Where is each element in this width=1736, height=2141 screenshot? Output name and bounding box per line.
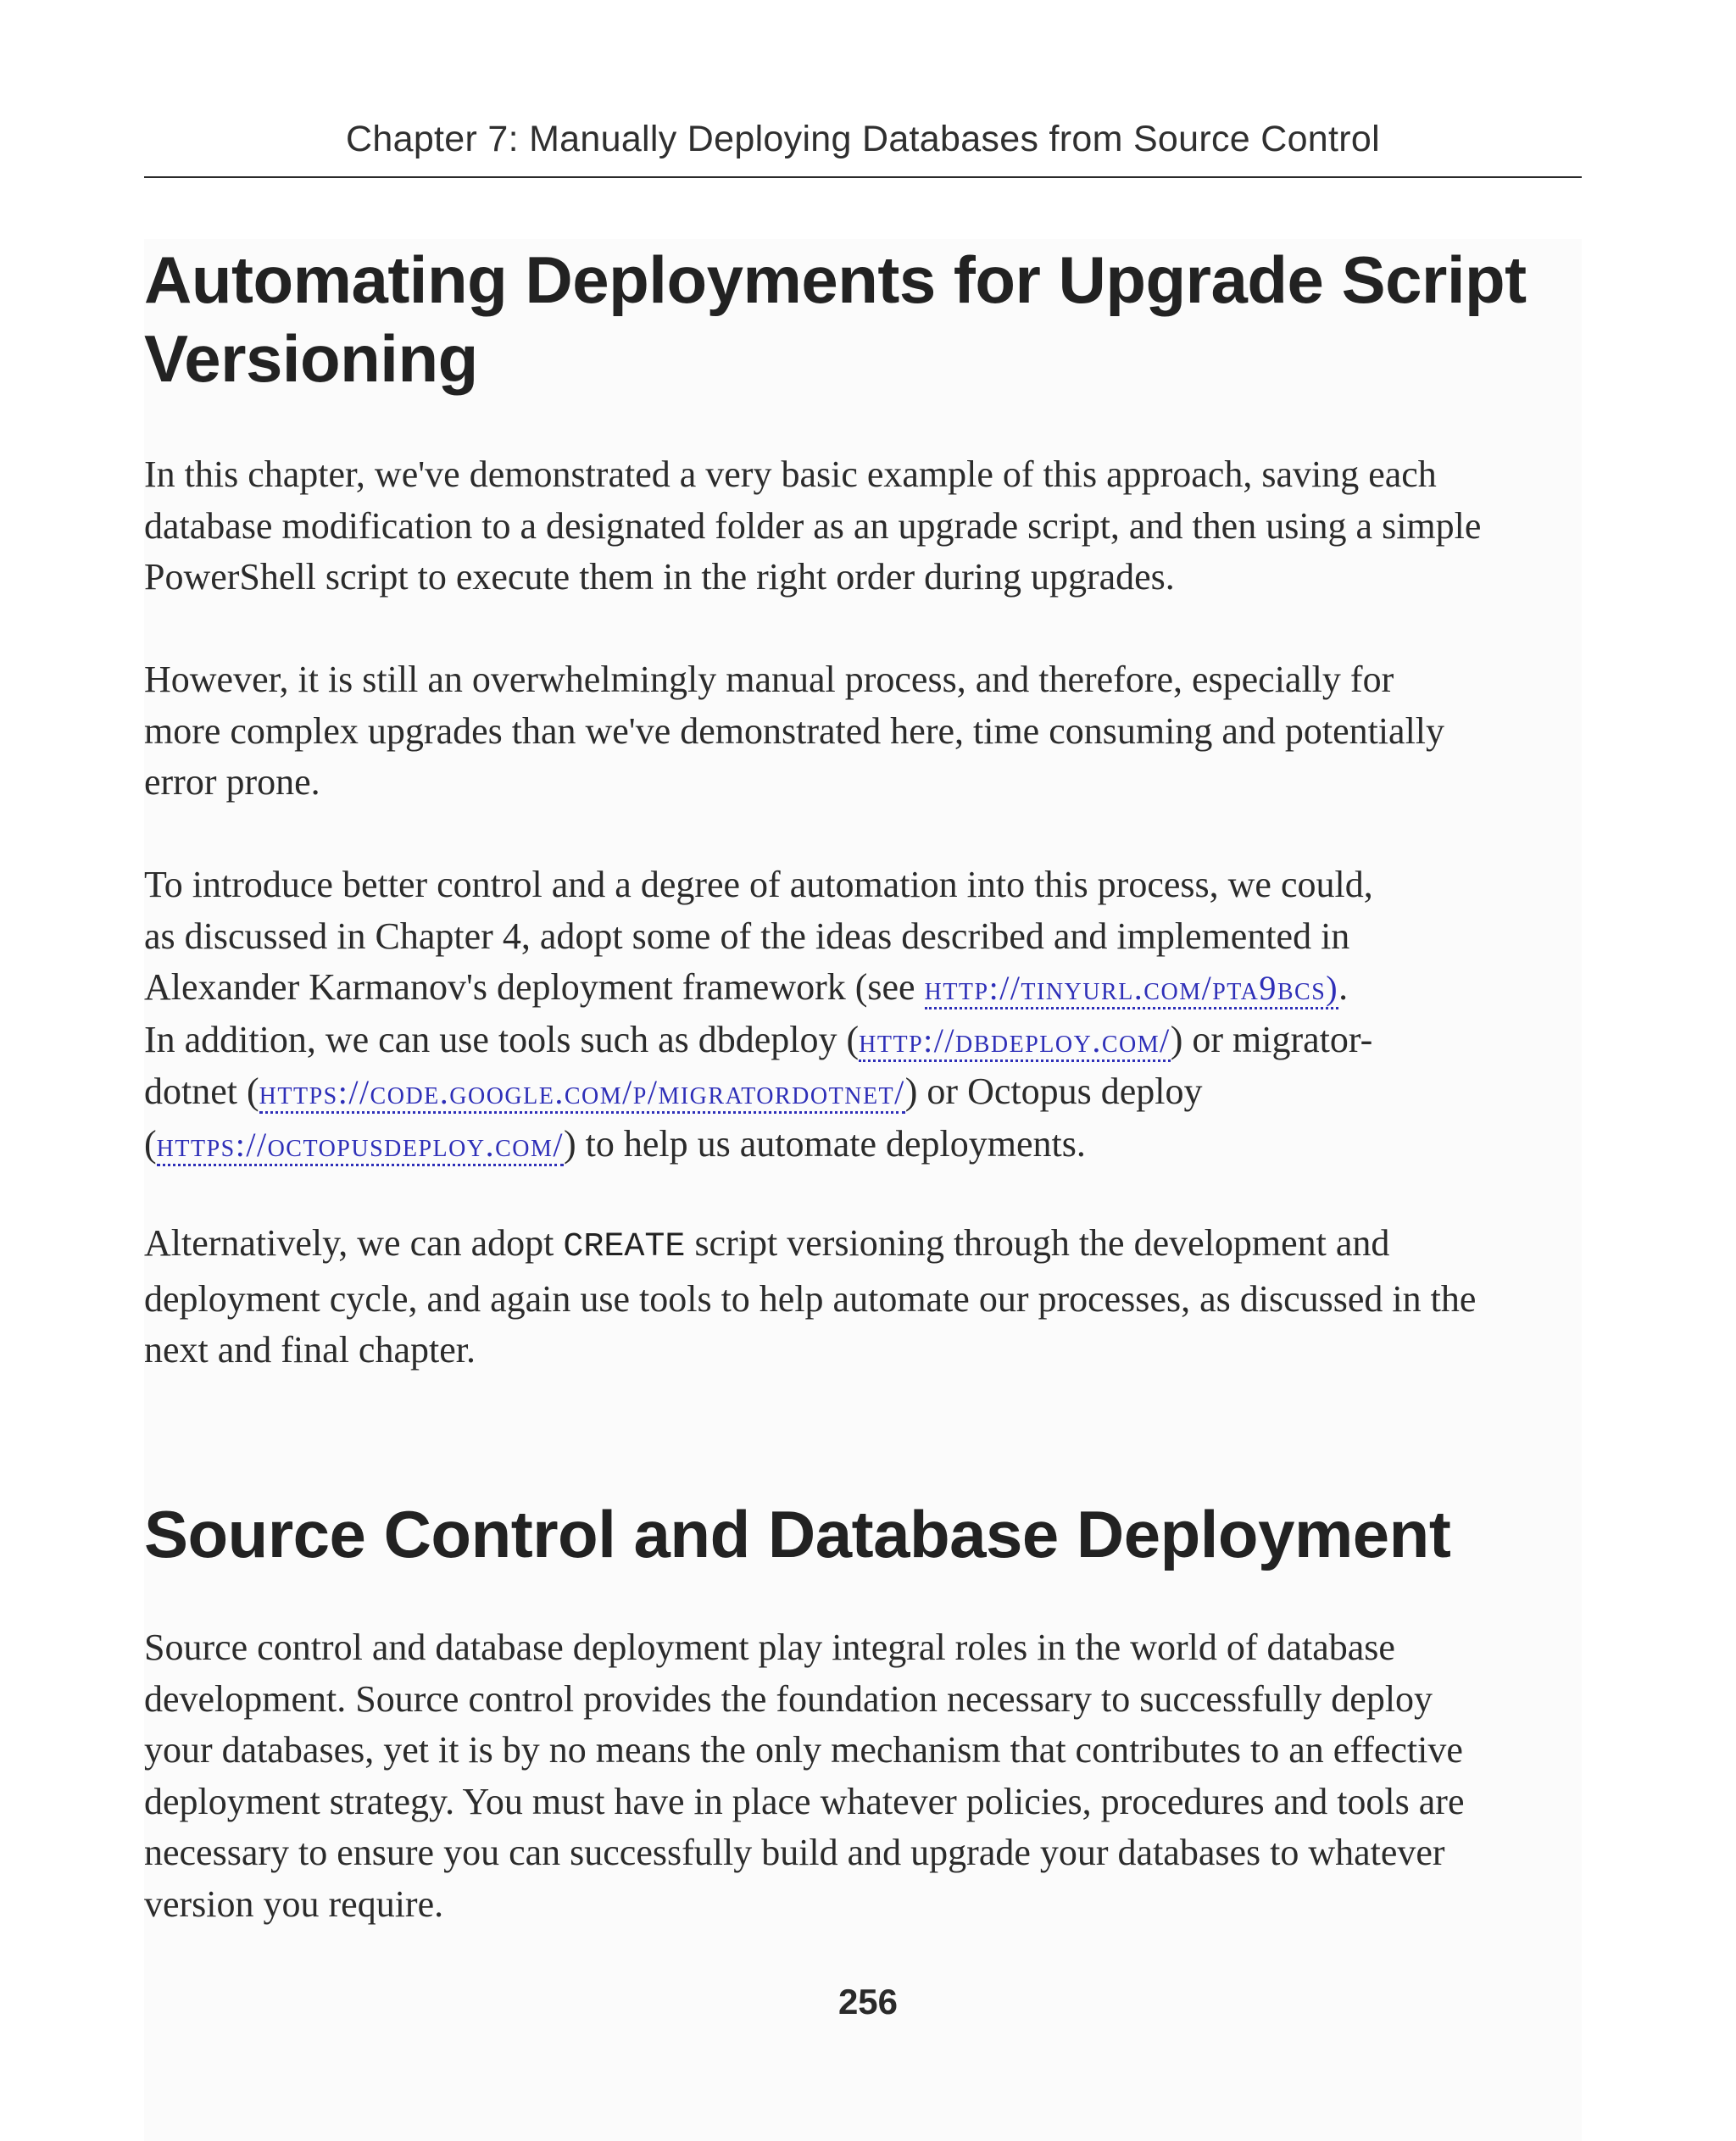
paragraph-create-versioning xyxy=(144,1218,1585,1376)
text-line: version you require. xyxy=(144,1882,444,1925)
inline-code-create: CREATE xyxy=(563,1228,686,1266)
header-rule xyxy=(144,176,1582,178)
text-line: dotnet ( xyxy=(144,1070,259,1112)
text-fragment: ) or Octopus deploy xyxy=(904,1070,1203,1112)
text-line: more complex upgrades than we've demonstrated here, time consuming and potentially xyxy=(144,709,1445,752)
octopusdeploy-link[interactable]: https://octopusdeploy.com/ xyxy=(157,1126,564,1166)
section-heading-automating xyxy=(144,241,1527,398)
text-fragment: . xyxy=(1338,966,1349,1008)
text-line: Alexander Karmanov's deployment framework (see xyxy=(144,966,925,1008)
text-line: error prone. xyxy=(144,761,320,803)
paragraph-intro xyxy=(144,449,1585,603)
text-line: as discussed in Chapter 4, adopt some of the ideas described and implemented in xyxy=(144,915,1350,957)
text-line: Source control and database deployment play integral roles in the world of database xyxy=(144,1627,1395,1668)
running-header: Chapter 7: Manually Deploying Databases from Source Control xyxy=(346,119,1380,159)
paragraph-automation-tools xyxy=(144,859,1585,1171)
text-line: deployment cycle, and again use tools to help automate our processes, as discussed in the xyxy=(144,1277,1477,1320)
text-fragment: ) or migrator- xyxy=(1170,1018,1373,1060)
heading-line-2: Versioning xyxy=(144,321,478,396)
text-line: necessary to ensure you can successfully build and upgrade your databases to whatever xyxy=(144,1832,1445,1873)
migratordotnet-link[interactable]: https://code.google.com/p/migratordotnet/ xyxy=(259,1073,905,1114)
paragraph-manual-process xyxy=(144,654,1585,809)
text-line: To introduce better control and a degree of automation into this process, we could, xyxy=(144,864,1373,905)
text-line: Alternatively, we can adopt xyxy=(144,1222,564,1264)
heading-line-1: Automating Deployments for Upgrade Script xyxy=(144,242,1527,317)
text-line: However, it is still an overwhelmingly manual process, and therefore, especially for xyxy=(144,659,1394,700)
text-fragment: ) to help us automate deployments. xyxy=(564,1122,1086,1165)
text-fragment: script versioning through the development and xyxy=(685,1222,1390,1264)
text-line: deployment strategy. You must have in place whatever policies, procedures and tools are xyxy=(144,1780,1465,1822)
dbdeploy-link[interactable]: http://dbdeploy.com/ xyxy=(859,1021,1171,1062)
tinyurl-link[interactable]: http://tinyurl.com/pta9bcs) xyxy=(925,969,1339,1009)
text-line: next and final chapter. xyxy=(144,1329,476,1371)
text-fragment: ( xyxy=(144,1122,157,1165)
text-line: In addition, we can use tools such as dbdeploy ( xyxy=(144,1018,860,1060)
text-line: development. Source control provides the foundation necessary to successfully deploy xyxy=(144,1677,1433,1720)
page-number: 256 xyxy=(837,1982,899,2021)
paragraph-source-control xyxy=(144,1622,1585,1930)
text-line: PowerShell script to execute them in the right order during upgrades. xyxy=(144,556,1175,598)
text-line: database modification to a designated folder as an upgrade script, and then using a simple xyxy=(144,504,1482,547)
section-heading-source-control: Source Control and Database Deployment xyxy=(144,1497,1451,1571)
text-line: your databases, yet it is by no means the only mechanism that contributes to an effective xyxy=(144,1729,1463,1771)
text-line: In this chapter, we've demonstrated a very basic example of this approach, saving each xyxy=(144,453,1437,495)
